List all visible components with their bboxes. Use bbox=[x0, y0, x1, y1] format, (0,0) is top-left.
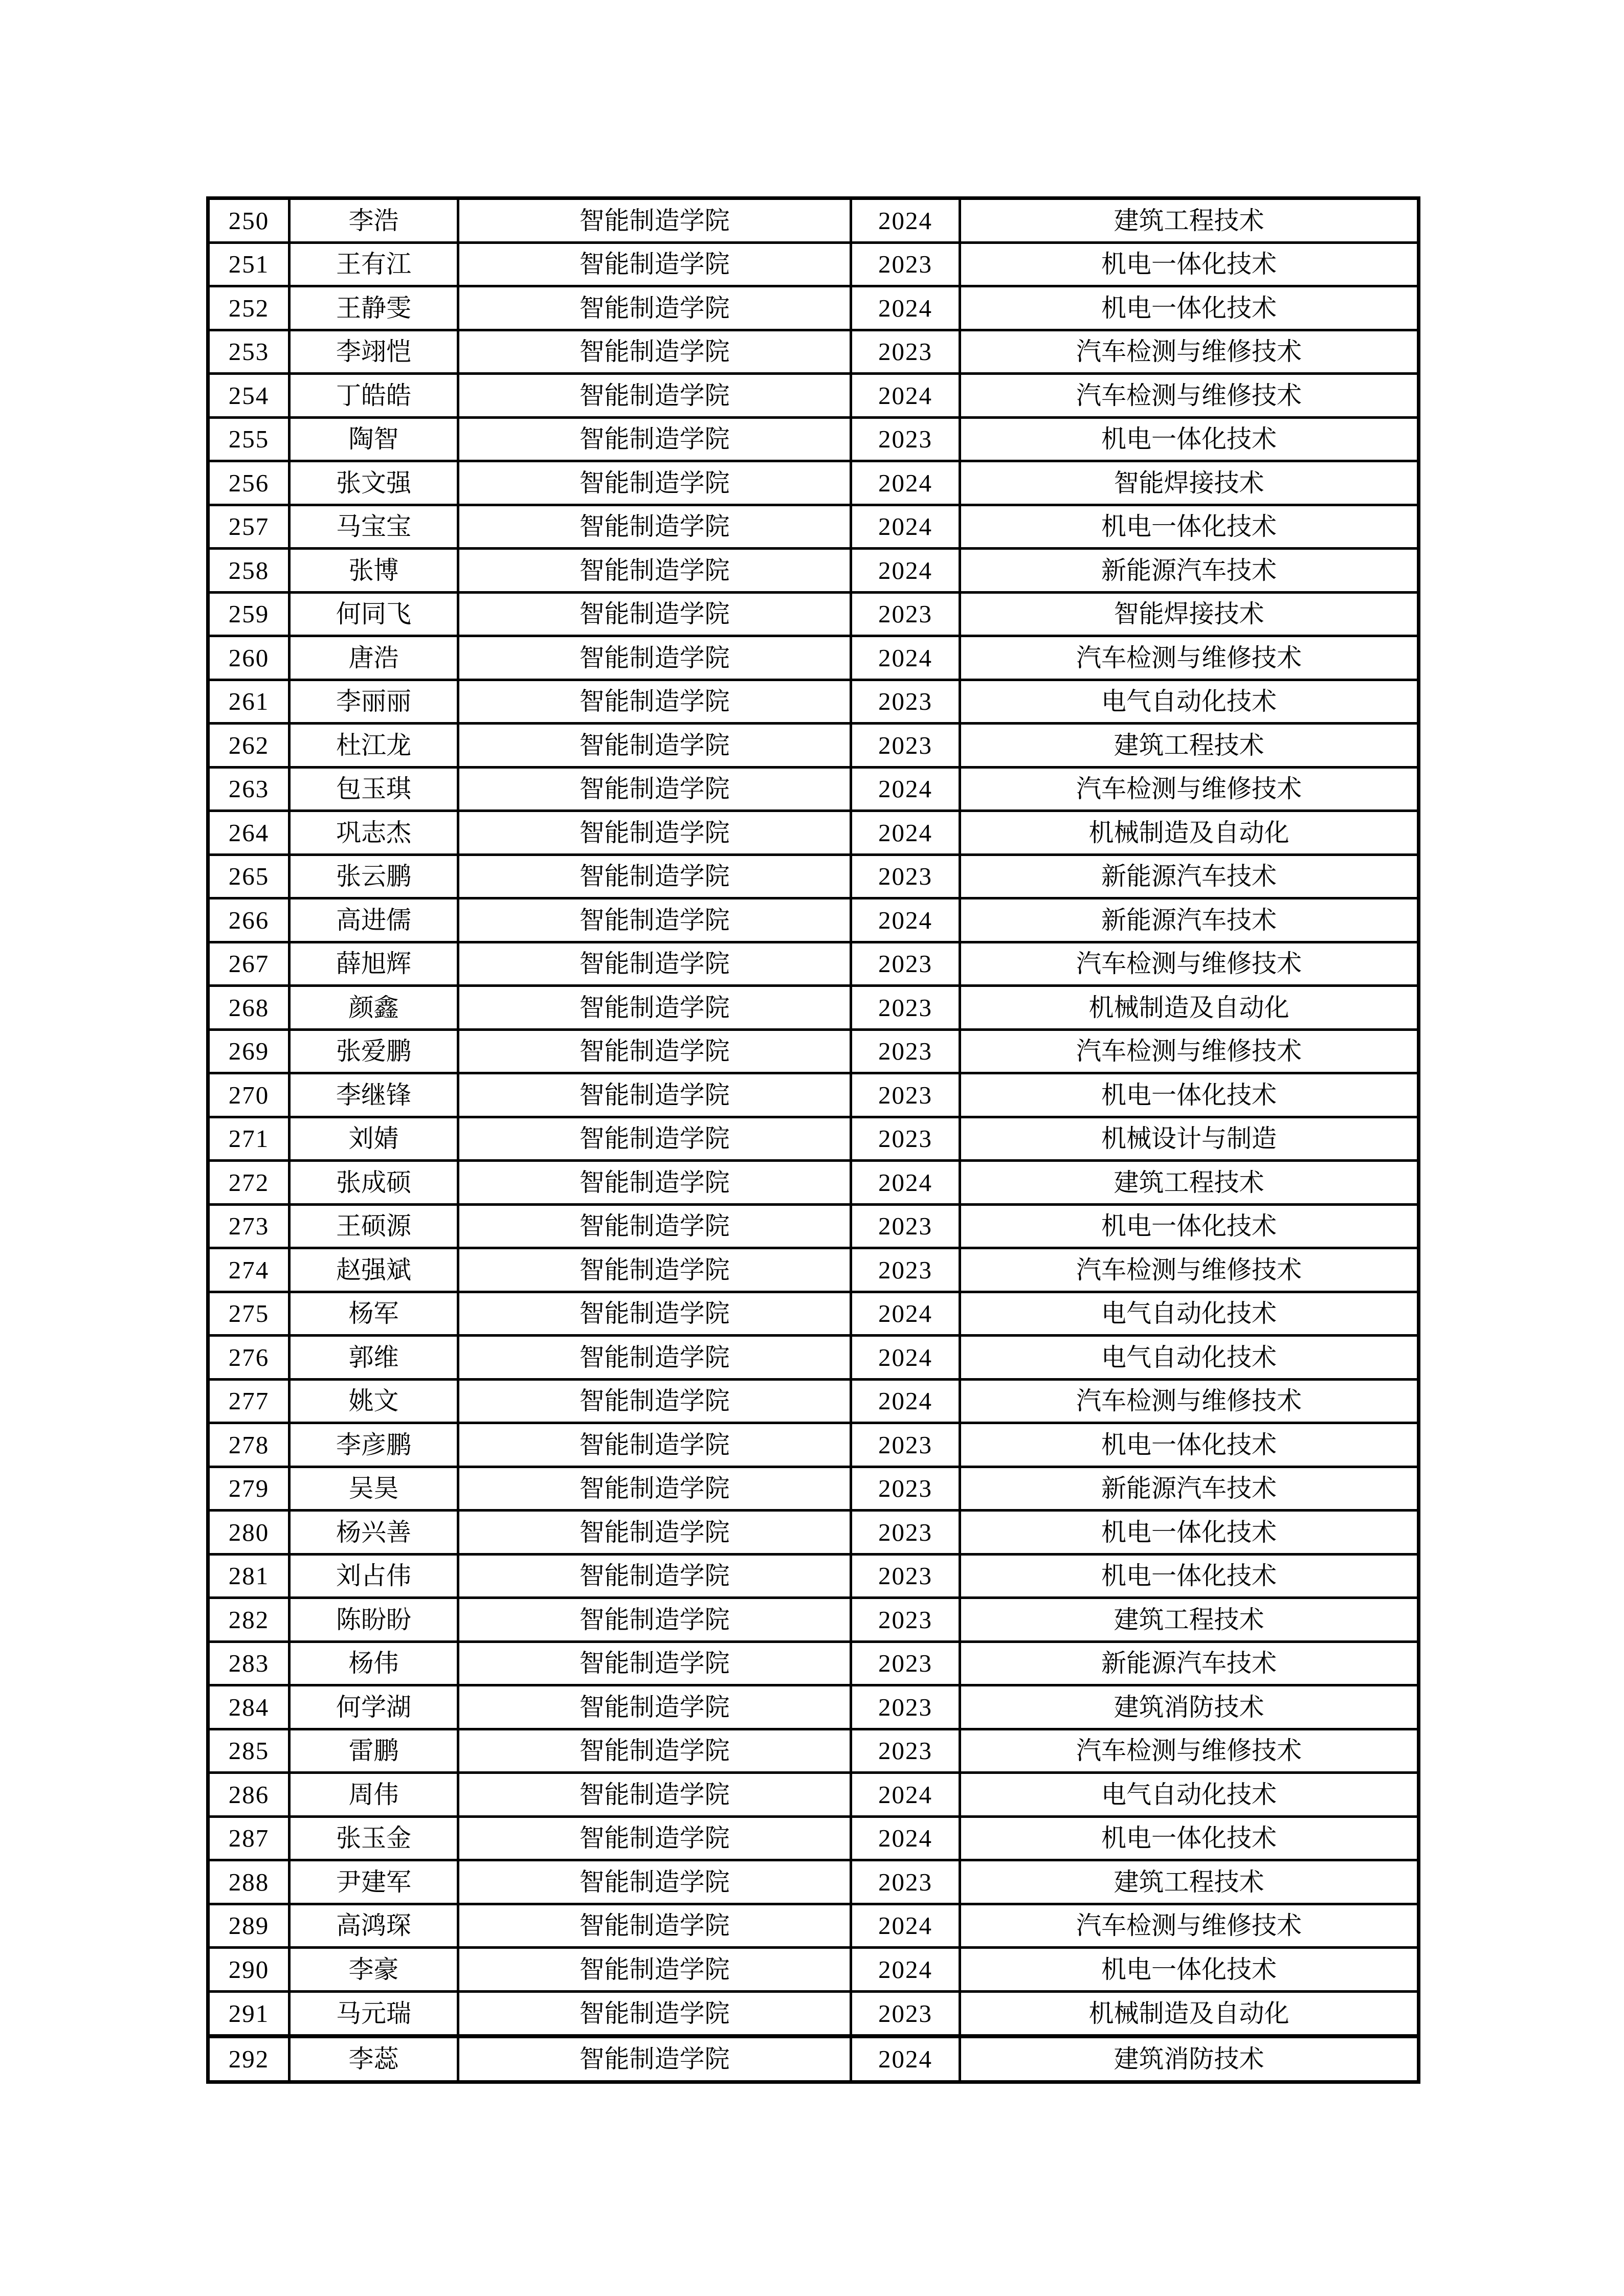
student-name-cell: 高进儒 bbox=[290, 898, 458, 942]
row-index-cell: 256 bbox=[208, 461, 290, 505]
college-cell: 智能制造学院 bbox=[458, 374, 851, 418]
table-row bbox=[208, 1029, 1419, 1073]
student-name-cell: 王静雯 bbox=[290, 286, 458, 330]
major-cell: 机电一体化技术 bbox=[960, 417, 1419, 461]
college-cell: 智能制造学院 bbox=[458, 549, 851, 593]
table-row bbox=[208, 986, 1419, 1030]
enrollment-year-cell: 2024 bbox=[851, 1773, 960, 1817]
enrollment-year-cell: 2023 bbox=[851, 1423, 960, 1467]
major-cell: 机电一体化技术 bbox=[960, 505, 1419, 549]
major-cell: 建筑工程技术 bbox=[960, 1161, 1419, 1205]
college-cell: 智能制造学院 bbox=[458, 1948, 851, 1992]
college-cell: 智能制造学院 bbox=[458, 1729, 851, 1773]
student-name-cell: 杨军 bbox=[290, 1292, 458, 1336]
college-cell: 智能制造学院 bbox=[458, 417, 851, 461]
enrollment-year-cell: 2024 bbox=[851, 1904, 960, 1948]
college-cell: 智能制造学院 bbox=[458, 986, 851, 1030]
table-row bbox=[208, 592, 1419, 636]
college-cell: 智能制造学院 bbox=[458, 2036, 851, 2082]
row-index-cell: 290 bbox=[208, 1948, 290, 1992]
table-row bbox=[208, 1729, 1419, 1773]
row-index-cell: 287 bbox=[208, 1816, 290, 1860]
enrollment-year-cell: 2024 bbox=[851, 461, 960, 505]
major-cell: 电气自动化技术 bbox=[960, 680, 1419, 724]
college-cell: 智能制造学院 bbox=[458, 1904, 851, 1948]
major-cell: 智能焊接技术 bbox=[960, 461, 1419, 505]
enrollment-year-cell: 2023 bbox=[851, 854, 960, 898]
enrollment-year-cell: 2023 bbox=[851, 1248, 960, 1292]
major-cell: 汽车检测与维修技术 bbox=[960, 1379, 1419, 1423]
student-name-cell: 刘婧 bbox=[290, 1117, 458, 1161]
table-row bbox=[208, 1336, 1419, 1380]
student-name-cell: 姚文 bbox=[290, 1379, 458, 1423]
row-index-cell: 289 bbox=[208, 1904, 290, 1948]
enrollment-year-cell: 2024 bbox=[851, 198, 960, 243]
major-cell: 汽车检测与维修技术 bbox=[960, 767, 1419, 811]
college-cell: 智能制造学院 bbox=[458, 1292, 851, 1336]
table-row bbox=[208, 286, 1419, 330]
row-index-cell: 255 bbox=[208, 417, 290, 461]
row-index-cell: 272 bbox=[208, 1161, 290, 1205]
college-cell: 智能制造学院 bbox=[458, 1161, 851, 1205]
college-cell: 智能制造学院 bbox=[458, 854, 851, 898]
row-index-cell: 281 bbox=[208, 1554, 290, 1598]
row-index-cell: 283 bbox=[208, 1641, 290, 1685]
table-row bbox=[208, 1292, 1419, 1336]
enrollment-year-cell: 2023 bbox=[851, 1598, 960, 1642]
major-cell: 建筑工程技术 bbox=[960, 724, 1419, 768]
table-row bbox=[208, 1816, 1419, 1860]
student-name-cell: 吴昊 bbox=[290, 1467, 458, 1511]
row-index-cell: 264 bbox=[208, 811, 290, 855]
student-name-cell: 李彦鹏 bbox=[290, 1423, 458, 1467]
major-cell: 建筑工程技术 bbox=[960, 1860, 1419, 1904]
row-index-cell: 288 bbox=[208, 1860, 290, 1904]
major-cell: 汽车检测与维修技术 bbox=[960, 636, 1419, 680]
row-index-cell: 259 bbox=[208, 592, 290, 636]
table-row bbox=[208, 767, 1419, 811]
enrollment-year-cell: 2024 bbox=[851, 286, 960, 330]
student-name-cell: 薛旭辉 bbox=[290, 942, 458, 986]
major-cell: 机电一体化技术 bbox=[960, 1073, 1419, 1117]
row-index-cell: 267 bbox=[208, 942, 290, 986]
enrollment-year-cell: 2023 bbox=[851, 1029, 960, 1073]
table-row bbox=[208, 461, 1419, 505]
table-row bbox=[208, 417, 1419, 461]
student-name-cell: 张文强 bbox=[290, 461, 458, 505]
row-index-cell: 257 bbox=[208, 505, 290, 549]
college-cell: 智能制造学院 bbox=[458, 811, 851, 855]
table-row bbox=[208, 1904, 1419, 1948]
row-index-cell: 258 bbox=[208, 549, 290, 593]
table-row bbox=[208, 854, 1419, 898]
row-index-cell: 273 bbox=[208, 1204, 290, 1248]
enrollment-year-cell: 2023 bbox=[851, 1991, 960, 2036]
college-cell: 智能制造学院 bbox=[458, 1860, 851, 1904]
enrollment-year-cell: 2024 bbox=[851, 549, 960, 593]
student-name-cell: 张玉金 bbox=[290, 1816, 458, 1860]
college-cell: 智能制造学院 bbox=[458, 1685, 851, 1729]
student-name-cell: 李蕊 bbox=[290, 2036, 458, 2082]
student-name-cell: 何学湖 bbox=[290, 1685, 458, 1729]
enrollment-year-cell: 2024 bbox=[851, 1161, 960, 1205]
enrollment-year-cell: 2023 bbox=[851, 1073, 960, 1117]
row-index-cell: 274 bbox=[208, 1248, 290, 1292]
student-name-cell: 巩志杰 bbox=[290, 811, 458, 855]
row-index-cell: 263 bbox=[208, 767, 290, 811]
table-row bbox=[208, 549, 1419, 593]
student-name-cell: 李丽丽 bbox=[290, 680, 458, 724]
row-index-cell: 253 bbox=[208, 330, 290, 374]
table-row bbox=[208, 942, 1419, 986]
major-cell: 新能源汽车技术 bbox=[960, 549, 1419, 593]
student-name-cell: 陈盼盼 bbox=[290, 1598, 458, 1642]
table-row bbox=[208, 1991, 1419, 2036]
table-row bbox=[208, 242, 1419, 286]
student-name-cell: 杨兴善 bbox=[290, 1511, 458, 1555]
enrollment-year-cell: 2023 bbox=[851, 1204, 960, 1248]
student-name-cell: 尹建军 bbox=[290, 1860, 458, 1904]
student-name-cell: 周伟 bbox=[290, 1773, 458, 1817]
major-cell: 建筑消防技术 bbox=[960, 1685, 1419, 1729]
row-index-cell: 278 bbox=[208, 1423, 290, 1467]
major-cell: 新能源汽车技术 bbox=[960, 1467, 1419, 1511]
major-cell: 机电一体化技术 bbox=[960, 1948, 1419, 1992]
college-cell: 智能制造学院 bbox=[458, 1641, 851, 1685]
table-row bbox=[208, 1423, 1419, 1467]
college-cell: 智能制造学院 bbox=[458, 592, 851, 636]
college-cell: 智能制造学院 bbox=[458, 198, 851, 243]
row-index-cell: 262 bbox=[208, 724, 290, 768]
table-row bbox=[208, 1161, 1419, 1205]
enrollment-year-cell: 2023 bbox=[851, 986, 960, 1030]
table-row bbox=[208, 330, 1419, 374]
row-index-cell: 254 bbox=[208, 374, 290, 418]
row-index-cell: 286 bbox=[208, 1773, 290, 1817]
table-row bbox=[208, 636, 1419, 680]
table-row bbox=[208, 1511, 1419, 1555]
enrollment-year-cell: 2024 bbox=[851, 811, 960, 855]
student-name-cell: 赵强斌 bbox=[290, 1248, 458, 1292]
student-name-cell: 王有江 bbox=[290, 242, 458, 286]
enrollment-year-cell: 2024 bbox=[851, 898, 960, 942]
major-cell: 机电一体化技术 bbox=[960, 286, 1419, 330]
student-name-cell: 张爱鹏 bbox=[290, 1029, 458, 1073]
table-row bbox=[208, 1117, 1419, 1161]
enrollment-year-cell: 2024 bbox=[851, 2036, 960, 2082]
college-cell: 智能制造学院 bbox=[458, 636, 851, 680]
row-index-cell: 291 bbox=[208, 1991, 290, 2036]
enrollment-year-cell: 2024 bbox=[851, 1336, 960, 1380]
row-index-cell: 251 bbox=[208, 242, 290, 286]
row-index-cell: 277 bbox=[208, 1379, 290, 1423]
college-cell: 智能制造学院 bbox=[458, 242, 851, 286]
enrollment-year-cell: 2024 bbox=[851, 1816, 960, 1860]
row-index-cell: 269 bbox=[208, 1029, 290, 1073]
student-name-cell: 何同飞 bbox=[290, 592, 458, 636]
row-index-cell: 250 bbox=[208, 198, 290, 243]
row-index-cell: 270 bbox=[208, 1073, 290, 1117]
student-name-cell: 李翊恺 bbox=[290, 330, 458, 374]
enrollment-year-cell: 2023 bbox=[851, 680, 960, 724]
table-row bbox=[208, 724, 1419, 768]
major-cell: 新能源汽车技术 bbox=[960, 898, 1419, 942]
major-cell: 建筑工程技术 bbox=[960, 198, 1419, 243]
row-index-cell: 279 bbox=[208, 1467, 290, 1511]
college-cell: 智能制造学院 bbox=[458, 505, 851, 549]
student-name-cell: 高鸿琛 bbox=[290, 1904, 458, 1948]
student-name-cell: 郭维 bbox=[290, 1336, 458, 1380]
student-name-cell: 马元瑞 bbox=[290, 1991, 458, 2036]
college-cell: 智能制造学院 bbox=[458, 680, 851, 724]
college-cell: 智能制造学院 bbox=[458, 1554, 851, 1598]
major-cell: 机电一体化技术 bbox=[960, 1204, 1419, 1248]
table-row bbox=[208, 1685, 1419, 1729]
college-cell: 智能制造学院 bbox=[458, 1816, 851, 1860]
table-row bbox=[208, 198, 1419, 243]
enrollment-year-cell: 2023 bbox=[851, 1117, 960, 1161]
table-row bbox=[208, 898, 1419, 942]
major-cell: 汽车检测与维修技术 bbox=[960, 374, 1419, 418]
row-index-cell: 252 bbox=[208, 286, 290, 330]
major-cell: 建筑消防技术 bbox=[960, 2036, 1419, 2082]
student-name-cell: 李继锋 bbox=[290, 1073, 458, 1117]
table-row bbox=[208, 1773, 1419, 1817]
college-cell: 智能制造学院 bbox=[458, 898, 851, 942]
major-cell: 机电一体化技术 bbox=[960, 1816, 1419, 1860]
enrollment-year-cell: 2024 bbox=[851, 636, 960, 680]
enrollment-year-cell: 2023 bbox=[851, 1860, 960, 1904]
enrollment-year-cell: 2023 bbox=[851, 1511, 960, 1555]
student-roster-table bbox=[206, 196, 1420, 2084]
table-row bbox=[208, 1860, 1419, 1904]
student-name-cell: 马宝宝 bbox=[290, 505, 458, 549]
enrollment-year-cell: 2023 bbox=[851, 242, 960, 286]
enrollment-year-cell: 2023 bbox=[851, 1685, 960, 1729]
college-cell: 智能制造学院 bbox=[458, 330, 851, 374]
row-index-cell: 265 bbox=[208, 854, 290, 898]
college-cell: 智能制造学院 bbox=[458, 1773, 851, 1817]
college-cell: 智能制造学院 bbox=[458, 1511, 851, 1555]
table-row bbox=[208, 1598, 1419, 1642]
major-cell: 机电一体化技术 bbox=[960, 1554, 1419, 1598]
row-index-cell: 268 bbox=[208, 986, 290, 1030]
row-index-cell: 261 bbox=[208, 680, 290, 724]
enrollment-year-cell: 2024 bbox=[851, 505, 960, 549]
major-cell: 建筑工程技术 bbox=[960, 1598, 1419, 1642]
major-cell: 汽车检测与维修技术 bbox=[960, 1904, 1419, 1948]
major-cell: 机械设计与制造 bbox=[960, 1117, 1419, 1161]
enrollment-year-cell: 2023 bbox=[851, 1641, 960, 1685]
row-index-cell: 292 bbox=[208, 2036, 290, 2082]
major-cell: 汽车检测与维修技术 bbox=[960, 1729, 1419, 1773]
college-cell: 智能制造学院 bbox=[458, 767, 851, 811]
college-cell: 智能制造学院 bbox=[458, 1204, 851, 1248]
table-row bbox=[208, 811, 1419, 855]
table-row bbox=[208, 2036, 1419, 2082]
college-cell: 智能制造学院 bbox=[458, 1379, 851, 1423]
table-row bbox=[208, 1248, 1419, 1292]
enrollment-year-cell: 2024 bbox=[851, 1379, 960, 1423]
row-index-cell: 275 bbox=[208, 1292, 290, 1336]
enrollment-year-cell: 2023 bbox=[851, 330, 960, 374]
table-row bbox=[208, 680, 1419, 724]
table-row bbox=[208, 1948, 1419, 1992]
major-cell: 智能焊接技术 bbox=[960, 592, 1419, 636]
college-cell: 智能制造学院 bbox=[458, 942, 851, 986]
student-name-cell: 陶智 bbox=[290, 417, 458, 461]
student-name-cell: 张成硕 bbox=[290, 1161, 458, 1205]
enrollment-year-cell: 2024 bbox=[851, 1948, 960, 1992]
college-cell: 智能制造学院 bbox=[458, 1117, 851, 1161]
college-cell: 智能制造学院 bbox=[458, 1073, 851, 1117]
table-row bbox=[208, 1467, 1419, 1511]
major-cell: 电气自动化技术 bbox=[960, 1336, 1419, 1380]
row-index-cell: 266 bbox=[208, 898, 290, 942]
student-name-cell: 刘占伟 bbox=[290, 1554, 458, 1598]
row-index-cell: 280 bbox=[208, 1511, 290, 1555]
enrollment-year-cell: 2023 bbox=[851, 592, 960, 636]
college-cell: 智能制造学院 bbox=[458, 1029, 851, 1073]
major-cell: 电气自动化技术 bbox=[960, 1773, 1419, 1817]
enrollment-year-cell: 2023 bbox=[851, 942, 960, 986]
table-row bbox=[208, 1204, 1419, 1248]
table-body bbox=[208, 198, 1419, 2082]
student-name-cell: 包玉琪 bbox=[290, 767, 458, 811]
enrollment-year-cell: 2023 bbox=[851, 724, 960, 768]
row-index-cell: 285 bbox=[208, 1729, 290, 1773]
student-name-cell: 杨伟 bbox=[290, 1641, 458, 1685]
student-name-cell: 张云鹏 bbox=[290, 854, 458, 898]
student-name-cell: 李浩 bbox=[290, 198, 458, 243]
college-cell: 智能制造学院 bbox=[458, 1336, 851, 1380]
row-index-cell: 260 bbox=[208, 636, 290, 680]
major-cell: 汽车检测与维修技术 bbox=[960, 942, 1419, 986]
major-cell: 机电一体化技术 bbox=[960, 242, 1419, 286]
table-row bbox=[208, 1641, 1419, 1685]
major-cell: 机电一体化技术 bbox=[960, 1423, 1419, 1467]
major-cell: 新能源汽车技术 bbox=[960, 854, 1419, 898]
college-cell: 智能制造学院 bbox=[458, 1991, 851, 2036]
major-cell: 机电一体化技术 bbox=[960, 1511, 1419, 1555]
college-cell: 智能制造学院 bbox=[458, 1598, 851, 1642]
enrollment-year-cell: 2023 bbox=[851, 1467, 960, 1511]
row-index-cell: 271 bbox=[208, 1117, 290, 1161]
college-cell: 智能制造学院 bbox=[458, 461, 851, 505]
college-cell: 智能制造学院 bbox=[458, 724, 851, 768]
student-name-cell: 李豪 bbox=[290, 1948, 458, 1992]
enrollment-year-cell: 2023 bbox=[851, 417, 960, 461]
enrollment-year-cell: 2023 bbox=[851, 1729, 960, 1773]
table-row bbox=[208, 1073, 1419, 1117]
college-cell: 智能制造学院 bbox=[458, 1248, 851, 1292]
table-row bbox=[208, 1554, 1419, 1598]
row-index-cell: 284 bbox=[208, 1685, 290, 1729]
student-name-cell: 杜江龙 bbox=[290, 724, 458, 768]
enrollment-year-cell: 2023 bbox=[851, 1554, 960, 1598]
major-cell: 机械制造及自动化 bbox=[960, 1991, 1419, 2036]
table-row bbox=[208, 1379, 1419, 1423]
enrollment-year-cell: 2024 bbox=[851, 1292, 960, 1336]
enrollment-year-cell: 2024 bbox=[851, 767, 960, 811]
college-cell: 智能制造学院 bbox=[458, 286, 851, 330]
major-cell: 电气自动化技术 bbox=[960, 1292, 1419, 1336]
table-row bbox=[208, 505, 1419, 549]
major-cell: 汽车检测与维修技术 bbox=[960, 330, 1419, 374]
major-cell: 新能源汽车技术 bbox=[960, 1641, 1419, 1685]
major-cell: 汽车检测与维修技术 bbox=[960, 1248, 1419, 1292]
row-index-cell: 276 bbox=[208, 1336, 290, 1380]
major-cell: 机械制造及自动化 bbox=[960, 811, 1419, 855]
student-name-cell: 王硕源 bbox=[290, 1204, 458, 1248]
college-cell: 智能制造学院 bbox=[458, 1467, 851, 1511]
major-cell: 机械制造及自动化 bbox=[960, 986, 1419, 1030]
student-name-cell: 丁皓皓 bbox=[290, 374, 458, 418]
student-name-cell: 雷鹏 bbox=[290, 1729, 458, 1773]
enrollment-year-cell: 2024 bbox=[851, 374, 960, 418]
major-cell: 汽车检测与维修技术 bbox=[960, 1029, 1419, 1073]
row-index-cell: 282 bbox=[208, 1598, 290, 1642]
student-name-cell: 唐浩 bbox=[290, 636, 458, 680]
student-name-cell: 张博 bbox=[290, 549, 458, 593]
college-cell: 智能制造学院 bbox=[458, 1423, 851, 1467]
student-name-cell: 颜鑫 bbox=[290, 986, 458, 1030]
table-row bbox=[208, 374, 1419, 418]
